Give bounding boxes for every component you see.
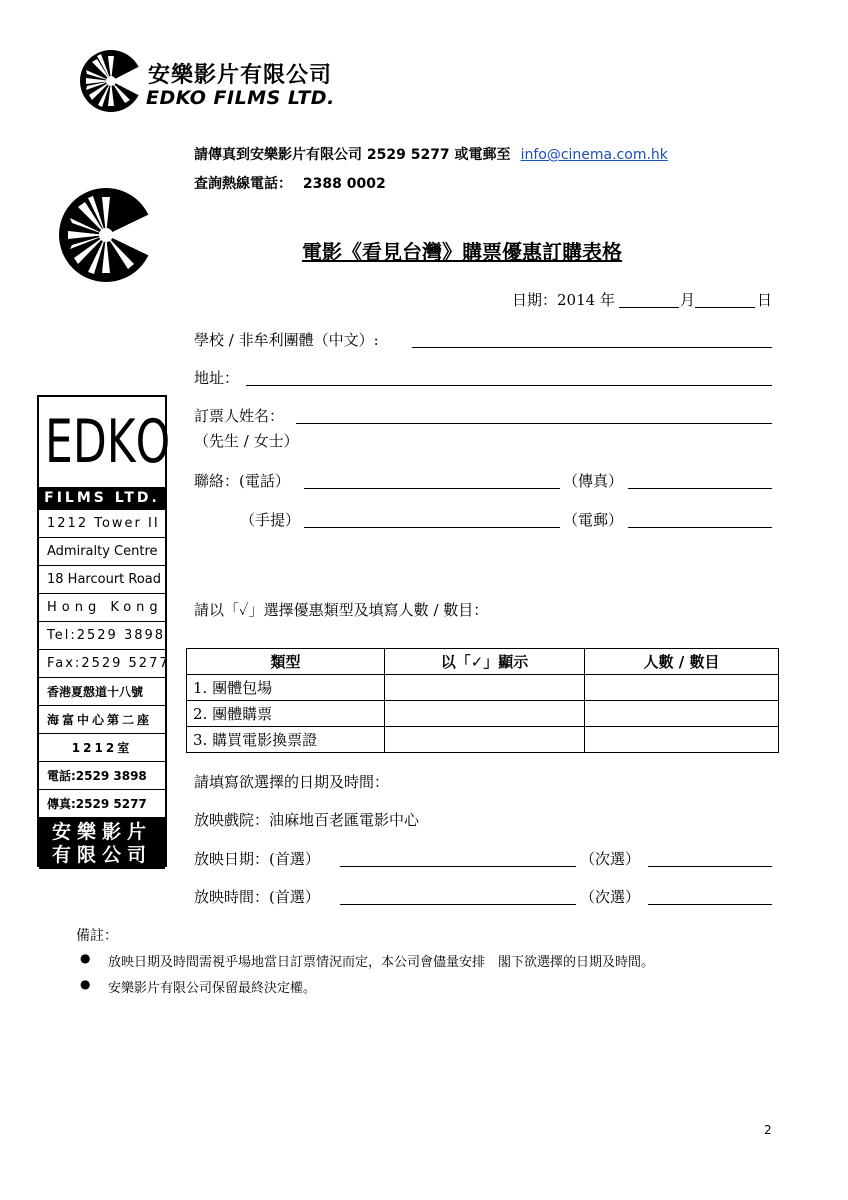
- fax-text: 請傳真到安樂影片有限公司 2529 5277 或電郵至: [194, 147, 511, 163]
- offer-type: 3. 購買電影換票證: [187, 727, 385, 753]
- company-name-line2: 有限公司: [51, 844, 152, 866]
- company-name-line1: 安樂影片: [51, 821, 152, 843]
- letter-d: D: [72, 407, 107, 477]
- name-label: 訂票人姓名：: [194, 407, 285, 425]
- letter-o: O: [135, 407, 171, 477]
- brand-name-en: EDKO FILMS LTD.: [146, 87, 335, 109]
- company-name-zh: [39, 817, 165, 869]
- fax-label: （傳真）: [563, 472, 624, 490]
- day-field[interactable]: [695, 307, 755, 308]
- count-cell[interactable]: [585, 727, 779, 753]
- school-label: 學校 / 非牟利團體（中文）:: [194, 331, 379, 349]
- table-row: [187, 701, 779, 727]
- schedule-instruction: 請填寫欲選擇的日期及時間：: [194, 773, 390, 791]
- offer-instruction: 請以「✓」選擇優惠類型及填寫人數 / 數目：: [194, 601, 489, 619]
- address-line-zh: 1212室: [39, 733, 165, 761]
- school-field[interactable]: [412, 347, 772, 348]
- email-label: （電郵）: [563, 511, 624, 529]
- hotline: [194, 173, 386, 193]
- address-label: 地址：: [194, 369, 240, 387]
- count-cell[interactable]: [585, 675, 779, 701]
- month-label: 月: [680, 291, 696, 309]
- cinema-info: 放映戲院：油麻地百老匯電影中心: [194, 811, 420, 829]
- address-line: Admiralty Centre: [39, 537, 165, 565]
- address-line-zh: 海富中心第二座: [39, 705, 165, 733]
- address-field[interactable]: [246, 385, 772, 386]
- mobile-label: （手提）: [240, 511, 301, 529]
- brand-name-zh: 安樂影片有限公司: [148, 63, 333, 88]
- films-ltd-bar: FILMS LTD.: [39, 487, 165, 509]
- address-line: 18 Harcourt Road: [39, 565, 165, 593]
- tel-line: Tel:2529 3898: [39, 621, 165, 649]
- count-cell[interactable]: [585, 701, 779, 727]
- fax-line-card: Fax:2529 5277: [39, 649, 165, 677]
- letter-e: E: [45, 407, 73, 477]
- bullet-icon: ●: [80, 951, 91, 965]
- hotline-number: 2388 0002: [302, 176, 386, 192]
- screening-date-second-label: （次選）: [580, 850, 641, 868]
- fax-line-zh: 傳真:2529 5277: [39, 789, 165, 817]
- offer-table: [186, 648, 779, 753]
- screening-time-second-field[interactable]: [648, 904, 772, 905]
- col-header-type: 類型: [187, 649, 385, 675]
- address-line: Hong Kong: [39, 593, 165, 621]
- col-header-count: 人數 / 數目: [585, 649, 779, 675]
- remark-item: 安樂影片有限公司保留最終決定權。: [108, 981, 317, 996]
- table-row: [187, 675, 779, 701]
- fax-field[interactable]: [628, 488, 772, 489]
- phone-label: 聯絡：(電話）: [194, 472, 290, 490]
- mobile-field[interactable]: [304, 527, 560, 528]
- check-cell[interactable]: [385, 701, 585, 727]
- email-link[interactable]: info@cinema.com.hk: [520, 147, 668, 163]
- fax-instruction: [194, 144, 668, 164]
- check-cell[interactable]: [385, 727, 585, 753]
- hotline-label: 查詢熱線電話：: [194, 176, 292, 192]
- edko-burst-logo-icon: [78, 48, 144, 114]
- letter-k: K: [106, 407, 136, 477]
- screening-date-first-field[interactable]: [340, 866, 576, 867]
- screening-time-second-label: （次選）: [580, 888, 641, 906]
- remark-item: 放映日期及時間需視乎場地當日訂票情況而定，本公司會儘量安排 閣下欲選擇的日期及時間。: [108, 955, 655, 970]
- bullet-icon: ●: [80, 977, 91, 991]
- phone-field[interactable]: [304, 488, 560, 489]
- address-line-zh: 香港夏慤道十八號: [39, 677, 165, 705]
- name-field[interactable]: [296, 423, 772, 424]
- table-row: [187, 727, 779, 753]
- edko-letters: [39, 397, 171, 487]
- check-cell[interactable]: [385, 675, 585, 701]
- date-label: 日期：2014 年: [512, 291, 615, 309]
- address-card: [37, 395, 171, 867]
- table-header-row: [187, 649, 779, 675]
- address-line: 1212 Tower II: [39, 509, 165, 537]
- month-field[interactable]: [619, 307, 679, 308]
- screening-date-second-field[interactable]: [648, 866, 772, 867]
- tel-line-zh: 電話:2529 3898: [39, 761, 165, 789]
- screening-time-first-field[interactable]: [340, 904, 576, 905]
- form-title: 電影《看見台灣》購票優惠訂購表格: [302, 240, 622, 264]
- remarks-title: 備註：: [76, 928, 118, 944]
- edko-side-logo-icon: [58, 185, 156, 285]
- offer-type: 1. 團體包場: [187, 675, 385, 701]
- offer-type: 2. 團體購票: [187, 701, 385, 727]
- title-options: （先生 / 女士）: [194, 432, 299, 450]
- page-number: 2: [764, 1123, 772, 1137]
- screening-time-label: 放映時間：(首選）: [194, 888, 320, 906]
- email-field[interactable]: [628, 527, 772, 528]
- day-label: 日: [757, 291, 773, 309]
- screening-date-label: 放映日期：(首選）: [194, 850, 320, 868]
- col-header-check: 以「✓」顯示: [385, 649, 585, 675]
